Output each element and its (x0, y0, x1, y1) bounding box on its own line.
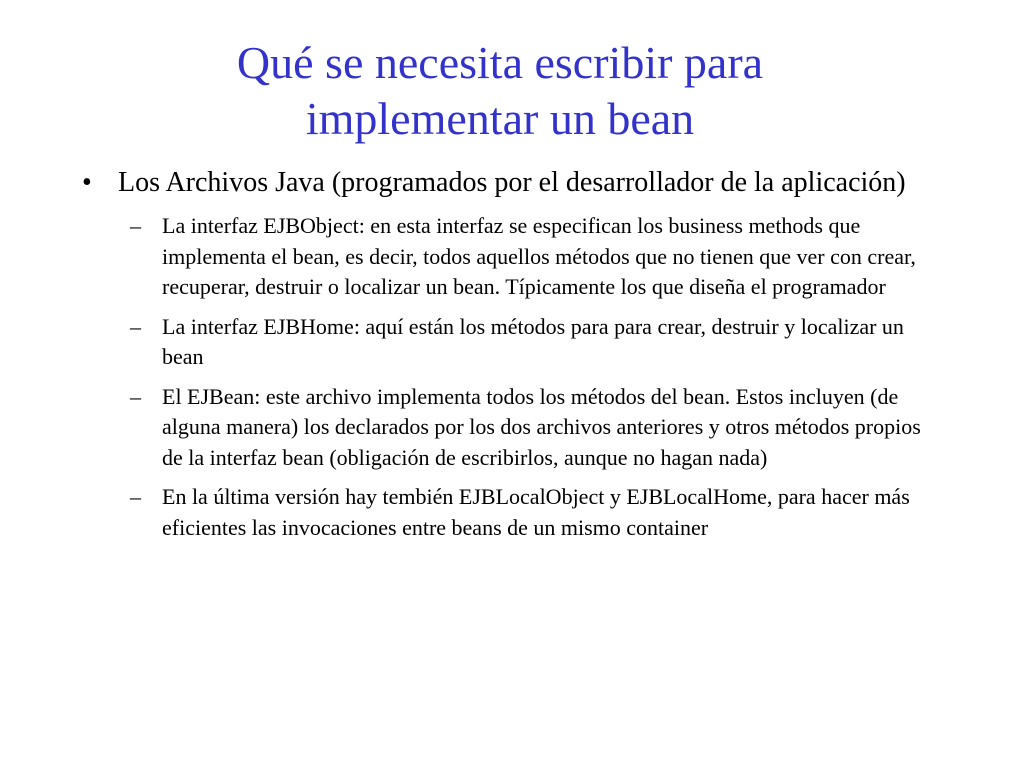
subbullet-text: El EJBean: este archivo implementa todos los métodos del bean. Estos incluyen (de alguna manera) los declarados por los dos archivos anteriores y otros métodos propios de la interfaz bean (obligación de escribirlos, aunque no hagan nada) (162, 383, 921, 470)
slide-title (100, 35, 900, 147)
bullet-text: Los Archivos Java (programados por el desarrollador de la aplicación) (118, 167, 906, 198)
subbullet-text: La interfaz EJBObject: en esta interfaz se especifican los business methods que implementa el bean, es decir, todos aquellos métodos que no tienen que ver con crear, recuperar, destruir o localizar un bean. Típicamente los que diseña el programador (162, 213, 916, 299)
slide-title-line-1: Qué se necesita escribir para (236, 37, 764, 88)
subbullet-text: La interfaz EJBHome: aquí están los métodos para para crear, destruir y localizar un bean (162, 313, 904, 369)
slide-body (82, 166, 927, 552)
subbullet-item (82, 211, 927, 303)
subbullet-list (82, 211, 927, 543)
subbullet-text: En la última versión hay tembién EJBLocalObject y EJBLocalHome, para hacer más eficientes las invocaciones entre beans de un mismo container (162, 484, 910, 540)
bullet-marker: • (82, 167, 92, 198)
subbullet-item (82, 312, 927, 373)
subbullet-item (82, 382, 927, 474)
dash-marker: – (130, 383, 141, 409)
dash-marker: – (130, 484, 141, 509)
dash-marker: – (130, 213, 141, 238)
slide-title-line-2: implementar un bean (305, 93, 695, 144)
dash-marker: – (130, 313, 141, 339)
subbullet-item (82, 482, 927, 543)
bullet-item (82, 166, 927, 200)
